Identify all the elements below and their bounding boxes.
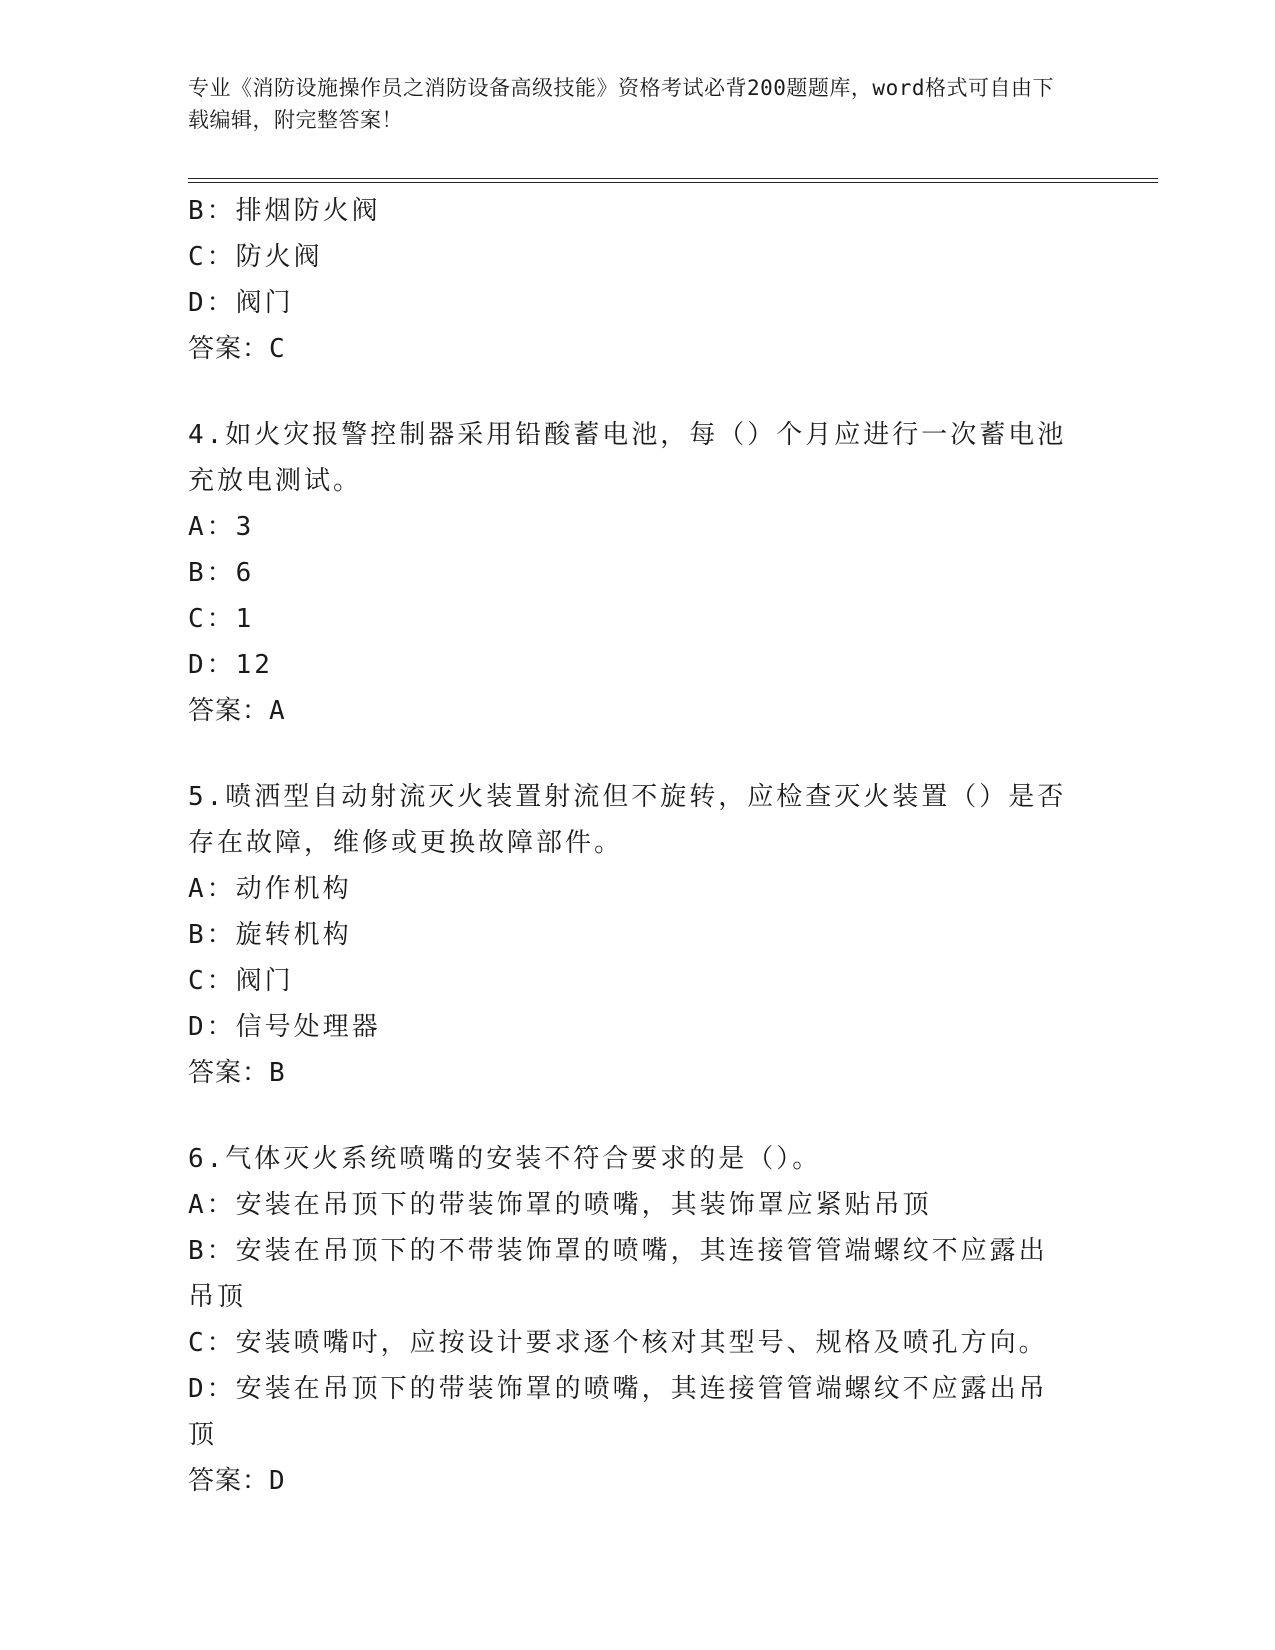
option-a: A：动作机构	[188, 874, 352, 904]
answer: 答案：A	[188, 696, 286, 726]
option-d: D：阀门	[188, 288, 294, 318]
option-b: B：6	[188, 558, 255, 588]
question-text: 4.如火灾报警控制器采用铅酸蓄电池，每（）个月应进行一次蓄电池充放电测试。	[188, 420, 1067, 496]
option-c: C：安装喷嘴吋，应按设计要求逐个核对其型号、规格及喷孔方向。	[188, 1328, 1048, 1358]
option-c: C：阀门	[188, 966, 294, 996]
option-a: A：3	[188, 512, 255, 542]
question-5	[188, 774, 1068, 1096]
question-6	[188, 1136, 1068, 1504]
option-c: C：防火阀	[188, 242, 323, 272]
page-header: 专业《消防设施操作员之消防设备高级技能》资格考试必背200题题库，word格式可自由下载编辑，附完整答案！	[188, 76, 1054, 132]
option-c: C：1	[188, 604, 255, 634]
option-a: A：安装在吊顶下的带装饰罩的喷嘴，其装饰罩应紧贴吊顶	[188, 1190, 932, 1220]
partial-question	[188, 188, 1068, 372]
question-4	[188, 412, 1068, 734]
option-d: D：12	[188, 650, 273, 680]
option-b: B：旋转机构	[188, 920, 352, 950]
option-d: D：信号处理器	[188, 1012, 381, 1042]
header-divider	[188, 178, 1158, 183]
question-text: 5.喷洒型自动射流灭火装置射流但不旋转，应检查灭火装置（）是否存在故障，维修或更换故障部件。	[188, 782, 1067, 858]
answer: 答案：D	[188, 1466, 286, 1496]
option-d: D：安装在吊顶下的带装饰罩的喷嘴，其连接管管端螺纹不应露出吊顶	[188, 1374, 1048, 1450]
option-b: B：安装在吊顶下的不带装饰罩的喷嘴，其连接管管端螺纹不应露出吊顶	[188, 1236, 1048, 1312]
document-body	[188, 188, 1068, 1504]
answer: 答案：B	[188, 1058, 286, 1088]
option-b: B：排烟防火阀	[188, 196, 381, 226]
question-text: 6.气体灭火系统喷嘴的安装不符合要求的是（）。	[188, 1144, 822, 1174]
answer: 答案：C	[188, 334, 286, 364]
